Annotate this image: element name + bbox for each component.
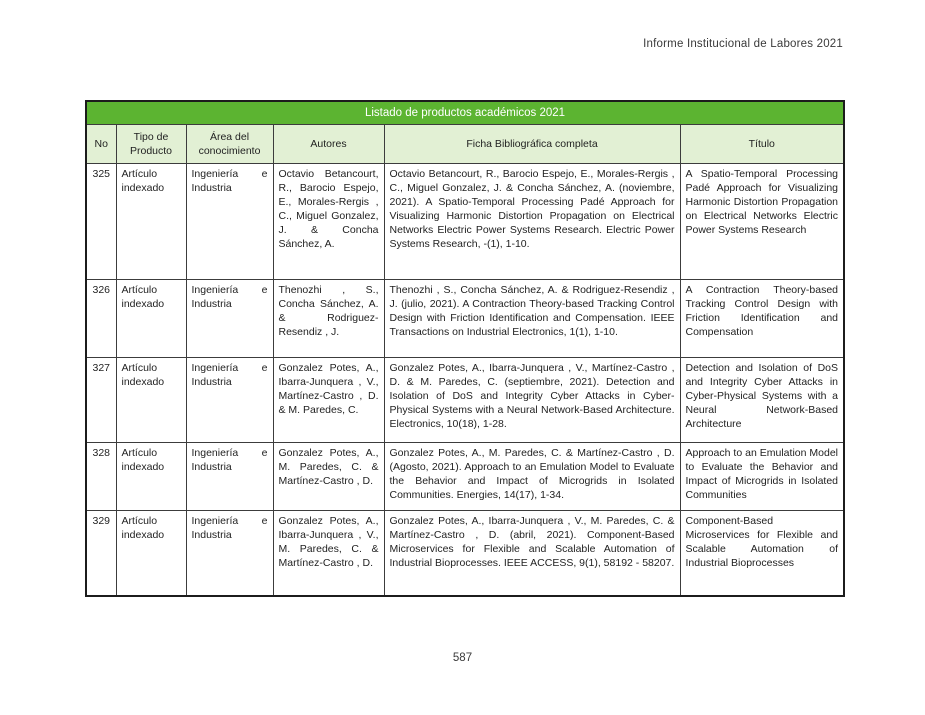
- column-header-no: No: [86, 125, 116, 164]
- cell-no: 326: [86, 280, 116, 358]
- cell-autores: Octavio Betancourt, R., Barocio Espejo, E., Morales-Rergis , C., Miguel Gonzalez, J. & Concha Sánchez, A.: [273, 164, 384, 280]
- academic-products-table: [85, 100, 845, 597]
- cell-autores: Gonzalez Potes, A., Ibarra-Junquera , V., Martínez-Castro , D. & M. Paredes, C.: [273, 358, 384, 443]
- cell-ficha-bibliografica: Thenozhi , S., Concha Sánchez, A. & Rodriguez-Resendiz , J. (julio, 2021). A Contraction Theory-based Tracking Control Design with Friction Identification and Compensation. IEEE Transactions on Industrial Electronics, 1(1), 1-10.: [384, 280, 680, 358]
- column-header-tipo: Tipo de Producto: [116, 125, 186, 164]
- cell-area-conocimiento: Ingeniería e Industria: [186, 280, 273, 358]
- cell-no: 329: [86, 511, 116, 596]
- table-row: [86, 511, 844, 596]
- cell-area-conocimiento: Ingeniería e Industria: [186, 164, 273, 280]
- cell-area-conocimiento: Ingeniería e Industria: [186, 511, 273, 596]
- table-row: [86, 358, 844, 443]
- cell-tipo-producto: Artículo indexado: [116, 164, 186, 280]
- cell-tipo-producto: Artículo indexado: [116, 280, 186, 358]
- cell-titulo: Component-Based Microservices for Flexible and Scalable Automation of Industrial Bioprocesses: [680, 511, 844, 596]
- cell-ficha-bibliografica: Gonzalez Potes, A., M. Paredes, C. & Martínez-Castro , D. (Agosto, 2021). Approach to an Emulation Model to Evaluate the Behavior and Impact of Microgrids in Isolated Communities. Energies, 14(17), 1-34.: [384, 443, 680, 511]
- cell-titulo: A Spatio-Temporal Processing Padé Approach for Visualizing Harmonic Distortion Propagation on Electrical Networks Electric Power Systems Research: [680, 164, 844, 280]
- cell-titulo: Detection and Isolation of DoS and Integrity Cyber Attacks in Cyber-Physical Systems with a Neural Network-Based Architecture: [680, 358, 844, 443]
- page-number: 587: [452, 652, 473, 664]
- cell-tipo-producto: Artículo indexado: [116, 511, 186, 596]
- cell-no: 327: [86, 358, 116, 443]
- cell-area-conocimiento: Ingeniería e Industria: [186, 443, 273, 511]
- cell-autores: Gonzalez Potes, A., M. Paredes, C. & Martínez-Castro , D.: [273, 443, 384, 511]
- cell-autores: Thenozhi , S., Concha Sánchez, A. & Rodriguez-Resendiz , J.: [273, 280, 384, 358]
- cell-titulo: A Contraction Theory-based Tracking Control Design with Friction Identification and Compensation: [680, 280, 844, 358]
- column-header-ficha: Ficha Bibliográfica completa: [384, 125, 680, 164]
- cell-area-conocimiento: Ingeniería e Industria: [186, 358, 273, 443]
- cell-titulo: Approach to an Emulation Model to Evaluate the Behavior and Impact of Microgrids in Isolated Communities: [680, 443, 844, 511]
- running-head: Informe Institucional de Labores 2021: [643, 38, 843, 50]
- column-header-area: Área del conocimiento: [186, 125, 273, 164]
- table-title-row: [86, 101, 844, 125]
- table-header-row: [86, 125, 844, 164]
- table-title: Listado de productos académicos 2021: [86, 101, 844, 125]
- column-header-titulo: Título: [680, 125, 844, 164]
- cell-no: 325: [86, 164, 116, 280]
- table-row: [86, 443, 844, 511]
- cell-autores: Gonzalez Potes, A., Ibarra-Junquera , V., M. Paredes, C. & Martínez-Castro , D.: [273, 511, 384, 596]
- cell-ficha-bibliografica: Gonzalez Potes, A., Ibarra-Junquera , V., M. Paredes, C. & Martínez-Castro , D. (abril, 2021). Component-Based Microservices for Flexible and Scalable Automation of Industrial Bioprocesses. IEEE ACCESS, 9(1), 58192 - 58207.: [384, 511, 680, 596]
- cell-ficha-bibliografica: Gonzalez Potes, A., Ibarra-Junquera , V., Martínez-Castro , D. & M. Paredes, C. (septiembre, 2021). Detection and Isolation of DoS and Integrity Cyber Attacks in Cyber-Physical Systems with a Neural Network-Based Architecture. Electronics, 10(18), 1-28.: [384, 358, 680, 443]
- cell-tipo-producto: Artículo indexado: [116, 443, 186, 511]
- cell-no: 328: [86, 443, 116, 511]
- column-header-autores: Autores: [273, 125, 384, 164]
- cell-ficha-bibliografica: Octavio Betancourt, R., Barocio Espejo, E., Morales-Rergis , C., Miguel Gonzalez, J. & Concha Sánchez, A. (noviembre, 2021). A Spatio-Temporal Processing Padé Approach for Visualizing Harmonic Distortion Propagation on Electrical Networks Electric Power Systems Research. Electric Power Systems Research, -(1), 1-10.: [384, 164, 680, 280]
- cell-tipo-producto: Artículo indexado: [116, 358, 186, 443]
- table-row: [86, 280, 844, 358]
- table-row: [86, 164, 844, 280]
